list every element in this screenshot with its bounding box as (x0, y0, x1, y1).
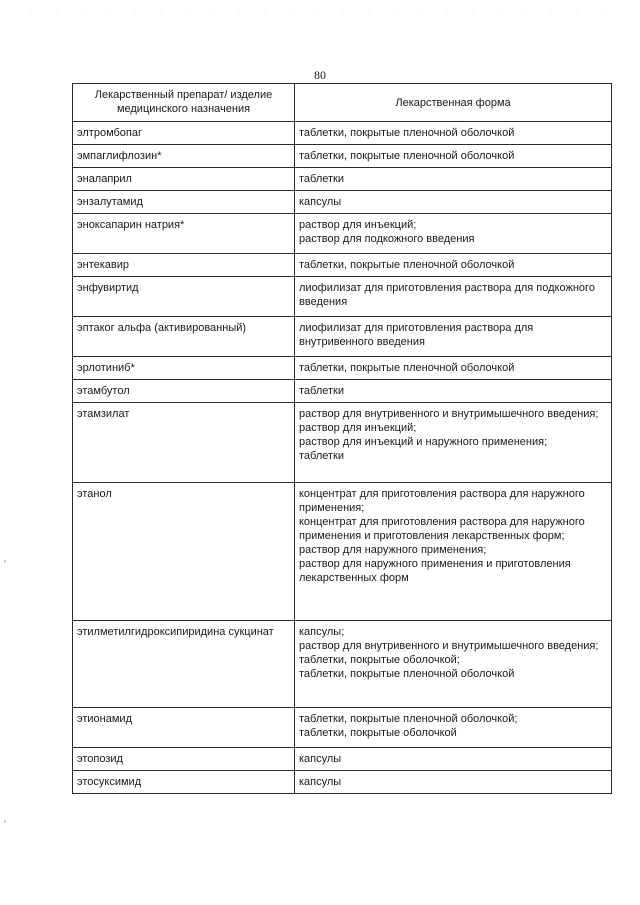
drug-table (72, 83, 612, 794)
dosage-form-cell (295, 403, 612, 483)
dosage-form-line: лиофилизат для приготовления раствора для подкожного введения (299, 282, 595, 308)
dosage-form-line: таблетки, покрытые пленочной оболочкой (299, 259, 515, 271)
dosage-form-line: таблетки (299, 385, 345, 397)
table-row (73, 748, 612, 771)
table-row (73, 145, 612, 168)
drug-name-cell: эрлотиниб* (73, 357, 295, 380)
drug-name-cell: этамбутол (73, 380, 295, 403)
dosage-form-line: капсулы (299, 753, 342, 765)
dosage-form-line: лиофилизат для приготовления раствора для внутривенного введения (299, 322, 534, 348)
dosage-form-line: таблетки, покрытые пленочной оболочкой (299, 127, 515, 139)
dosage-form-line: таблетки, покрытые пленочной оболочкой (299, 150, 515, 162)
dosage-form-line: капсулы (299, 196, 342, 208)
dosage-form-cell (295, 191, 612, 214)
scan-noise-edge (4, 820, 6, 823)
dosage-form-line: раствор для внутривенного и внутримышечного введения; (299, 640, 599, 652)
drug-name-cell: энзалутамид (73, 191, 295, 214)
dosage-form-cell (295, 317, 612, 357)
dosage-form-line: капсулы (299, 776, 342, 788)
drug-name-cell: этилметилгидроксипиридина сукцинат (73, 621, 295, 708)
table-row (73, 277, 612, 317)
table-row (73, 483, 612, 621)
dosage-form-line: таблетки, покрытые пленочной оболочкой (299, 362, 515, 374)
dosage-form-line: раствор для инъекций и наружного применения; (299, 436, 548, 448)
dosage-form-line: раствор для наружного применения; (299, 544, 487, 556)
dosage-form-cell (295, 145, 612, 168)
dosage-form-cell (295, 254, 612, 277)
drug-name-cell: элтромбопаг (73, 122, 295, 145)
table-row (73, 771, 612, 794)
table-row (73, 380, 612, 403)
dosage-form-cell (295, 748, 612, 771)
column-header-form: Лекарственная форма (295, 84, 612, 122)
dosage-form-line: таблетки, покрытые пленочной оболочкой (299, 668, 515, 680)
dosage-form-line: раствор для подкожного введения (299, 233, 475, 245)
page-number: 80 (314, 68, 326, 82)
dosage-form-line: концентрат для приготовления раствора для наружного применения и приготовления лекарственных форм; (299, 516, 585, 542)
drug-name-cell: этамзилат (73, 403, 295, 483)
dosage-form-cell (295, 277, 612, 317)
dosage-form-line: раствор для наружного применения и приготовления лекарственных форм (299, 558, 571, 584)
dosage-form-line: таблетки, покрытые пленочной оболочкой; (299, 713, 518, 725)
dosage-form-cell (295, 214, 612, 254)
dosage-form-line: раствор для внутривенного и внутримышечного введения; (299, 408, 599, 420)
table-row (73, 122, 612, 145)
dosage-form-cell (295, 122, 612, 145)
dosage-form-cell (295, 483, 612, 621)
table-row (73, 254, 612, 277)
dosage-form-line: таблетки (299, 450, 345, 462)
table-row (73, 317, 612, 357)
dosage-form-cell (295, 357, 612, 380)
dosage-form-line: таблетки, покрытые оболочкой (299, 727, 457, 739)
table-row (73, 214, 612, 254)
dosage-form-cell (295, 771, 612, 794)
dosage-form-line: раствор для инъекций; (299, 422, 417, 434)
dosage-form-line: таблетки (299, 173, 345, 185)
table-row (73, 621, 612, 708)
table-row (73, 357, 612, 380)
dosage-form-cell (295, 621, 612, 708)
table-body (73, 122, 612, 794)
dosage-form-cell (295, 168, 612, 191)
column-header-drug: Лекарственный препарат/ изделие медицинского назначения (73, 84, 295, 122)
dosage-form-line: капсулы; (299, 626, 345, 638)
drug-name-cell: этанол (73, 483, 295, 621)
dosage-form-line: таблетки, покрытые оболочкой; (299, 654, 460, 666)
drug-name-cell: эноксапарин натрия* (73, 214, 295, 254)
dosage-form-line: концентрат для приготовления раствора для наружного применения; (299, 488, 585, 514)
table-row (73, 191, 612, 214)
dosage-form-cell (295, 708, 612, 748)
drug-name-cell: энфувиртид (73, 277, 295, 317)
drug-name-cell: эналаприл (73, 168, 295, 191)
scan-noise-top (18, 10, 618, 12)
dosage-form-line: раствор для инъекций; (299, 219, 417, 231)
drug-name-cell: эптаког альфа (активированный) (73, 317, 295, 357)
table-header-row (73, 84, 612, 122)
drug-name-cell: этионамид (73, 708, 295, 748)
drug-name-cell: эмпаглифлозин* (73, 145, 295, 168)
scan-noise-edge (4, 560, 6, 563)
dosage-form-cell (295, 380, 612, 403)
drug-name-cell: этосуксимид (73, 771, 295, 794)
drug-name-cell: этопозид (73, 748, 295, 771)
table-row (73, 403, 612, 483)
drug-name-cell: энтекавир (73, 254, 295, 277)
table-row (73, 168, 612, 191)
table-row (73, 708, 612, 748)
